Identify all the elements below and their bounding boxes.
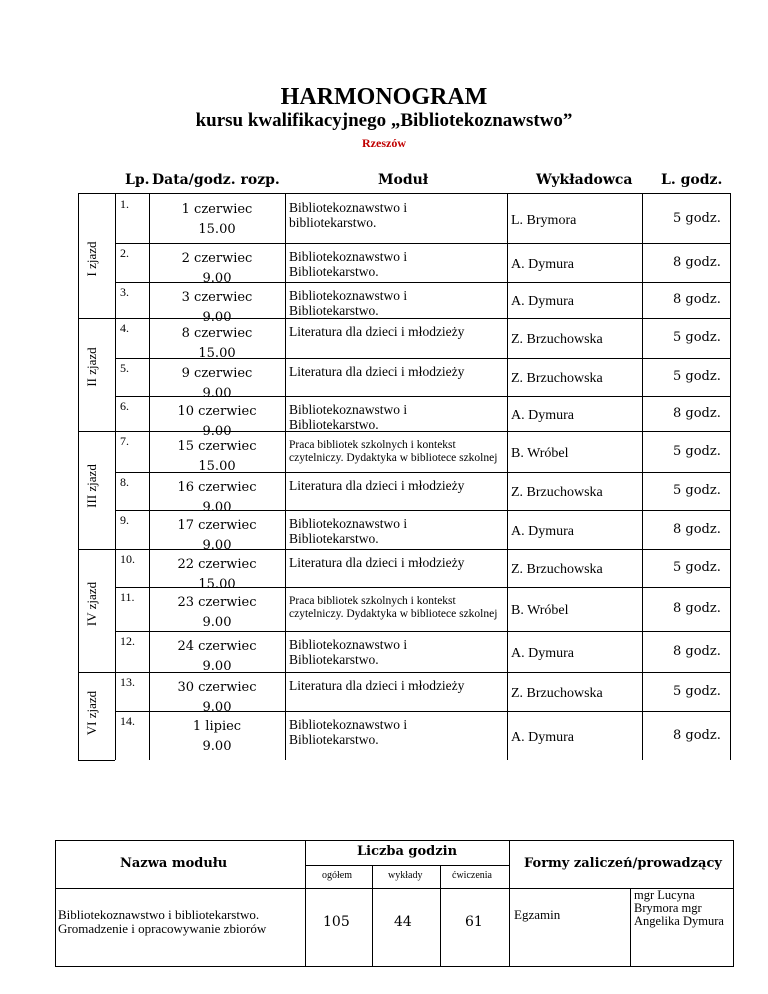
summary-header-module: Nazwa modułu: [120, 856, 228, 871]
row-date: 8 czerwiec: [181, 326, 253, 341]
row-lecturer: Z. Brzuchowska: [511, 562, 603, 577]
row-time: 15.00: [198, 222, 236, 237]
row-time: 15.00: [198, 577, 236, 592]
row-date: 1 lipiec: [192, 719, 242, 734]
row-module: Literatura dla dzieci i młodzieży: [289, 364, 465, 379]
row-module: Literatura dla dzieci i młodzieży: [289, 324, 465, 339]
row-module: Praca bibliotek szkolnych i kontekst czytelniczy. Dydaktyka w bibliotece szkolnej: [289, 595, 498, 620]
row-lp: 5.: [120, 361, 129, 375]
row-module: Bibliotekoznawstwo i Bibliotekarstwo.: [289, 717, 408, 747]
row-time: 9.00: [202, 424, 232, 439]
row-module: Literatura dla dzieci i młodzieży: [289, 555, 465, 570]
row-date: 30 czerwiec: [177, 680, 257, 695]
row-hours: 5 godz.: [673, 443, 721, 459]
row-hours: 5 godz.: [673, 483, 721, 498]
row-lp: 4.: [120, 321, 129, 335]
row-lecturer: A. Dymura: [511, 294, 574, 309]
row-hours: 8 godz.: [673, 405, 721, 421]
row-module: Bibliotekoznawstwo i bibliotekarstwo.: [289, 200, 408, 230]
row-lp: 10.: [120, 552, 135, 566]
page-title: HARMONOGRAM: [280, 84, 488, 110]
zjazd-label: II zjazd: [84, 347, 99, 387]
row-hours: 8 godz.: [673, 521, 721, 537]
row-lp: 13.: [120, 675, 135, 689]
summary-header-total: ogółem: [322, 870, 352, 881]
row-date: 2 czerwiec: [181, 251, 253, 266]
summary-module-name: Bibliotekoznawstwo i bibliotekarstwo. Gromadzenie i opracowywanie zbiorów: [58, 907, 267, 936]
header-hours: L. godz.: [661, 172, 723, 188]
row-time: 9.00: [202, 739, 232, 754]
row-lecturer: A. Dymura: [511, 407, 574, 423]
row-date: 24 czerwiec: [177, 639, 257, 654]
summary-lecturers: mgr Lucyna Brymora mgr Angelika Dymura: [634, 888, 724, 928]
zjazd-label: IV zjazd: [84, 581, 99, 627]
header-lp: Lp.: [125, 172, 150, 188]
page-subtitle: kursu kwalifikacyjnego „Bibliotekoznawstwo”: [195, 110, 573, 131]
row-time: 15.00: [198, 346, 236, 361]
row-lp: 1.: [120, 197, 129, 211]
row-module: Literatura dla dzieci i młodzieży: [289, 478, 465, 493]
row-time: 9.00: [202, 271, 232, 286]
summary-form: Egzamin: [514, 907, 561, 922]
row-time: 9.00: [202, 500, 232, 515]
row-lecturer: A. Dymura: [511, 523, 574, 539]
row-hours: 8 godz.: [673, 727, 721, 743]
summary-header-lectures: wykłady: [388, 870, 423, 881]
row-date: 9 czerwiec: [181, 366, 253, 381]
row-time: 9.00: [202, 659, 232, 674]
row-hours: 8 godz.: [673, 254, 721, 270]
row-date: 10 czerwiec: [177, 404, 257, 419]
row-date: 1 czerwiec: [181, 202, 253, 217]
city-label: Rzeszów: [362, 136, 406, 150]
row-lp: 12.: [120, 634, 135, 648]
row-lecturer: Z. Brzuchowska: [511, 332, 603, 347]
zjazd-label: VI zjazd: [84, 690, 99, 736]
summary-header-exercises: ćwiczenia: [452, 870, 492, 881]
zjazd-label: I zjazd: [84, 241, 99, 277]
row-time: 9.00: [202, 615, 232, 630]
row-lecturer: A. Dymura: [511, 729, 574, 745]
summary-lectures: 44: [394, 914, 412, 930]
summary-header-hours: Liczba godzin: [357, 844, 458, 859]
summary-exercises: 61: [465, 914, 483, 930]
row-date: 17 czerwiec: [177, 518, 257, 533]
header-module: Moduł: [378, 172, 429, 188]
row-lp: 11.: [120, 590, 135, 604]
row-hours: 5 godz.: [673, 330, 721, 345]
row-module: Bibliotekoznawstwo i Bibliotekarstwo.: [289, 516, 408, 546]
row-lecturer: A. Dymura: [511, 645, 574, 661]
row-lecturer: Z. Brzuchowska: [511, 685, 603, 701]
row-lp: 6.: [120, 399, 129, 413]
row-lp: 3.: [120, 285, 129, 299]
row-hours: 5 godz.: [673, 369, 721, 384]
row-lecturer: B. Wróbel: [511, 445, 569, 461]
row-time: 15.00: [198, 459, 236, 474]
row-module: Literatura dla dzieci i młodzieży: [289, 678, 465, 693]
row-lecturer: B. Wróbel: [511, 603, 569, 618]
row-hours: 5 godz.: [673, 210, 721, 226]
row-date: 16 czerwiec: [177, 480, 257, 495]
row-lecturer: Z. Brzuchowska: [511, 371, 603, 386]
row-hours: 8 godz.: [673, 292, 721, 307]
row-module: Bibliotekoznawstwo i Bibliotekarstwo.: [289, 402, 408, 432]
row-date: 22 czerwiec: [177, 557, 257, 572]
row-lp: 14.: [120, 714, 135, 728]
row-module: Bibliotekoznawstwo i Bibliotekarstwo.: [289, 249, 408, 279]
row-hours: 8 godz.: [673, 601, 721, 616]
row-hours: 5 godz.: [673, 683, 721, 699]
row-date: 23 czerwiec: [177, 595, 257, 610]
header-lecturer: Wykładowca: [536, 172, 633, 188]
summary-total: 105: [323, 914, 350, 930]
row-date: 15 czerwiec: [177, 439, 257, 454]
row-lp: 2.: [120, 246, 129, 260]
row-hours: 5 godz.: [673, 560, 721, 575]
row-lecturer: Z. Brzuchowska: [511, 485, 603, 500]
row-hours: 8 godz.: [673, 643, 721, 659]
row-lecturer: L. Brymora: [511, 212, 577, 228]
row-time: 9.00: [202, 700, 232, 715]
row-lp: 9.: [120, 513, 129, 527]
row-time: 9.00: [202, 538, 232, 553]
row-module: Bibliotekoznawstwo i Bibliotekarstwo.: [289, 288, 408, 318]
row-time: 9.00: [202, 310, 232, 325]
row-lecturer: A. Dymura: [511, 256, 574, 272]
summary-header-forms: Formy zaliczeń/prowadzący: [524, 856, 722, 871]
row-module: Bibliotekoznawstwo i Bibliotekarstwo.: [289, 637, 408, 667]
row-date: 3 czerwiec: [181, 290, 253, 305]
row-module: Praca bibliotek szkolnych i kontekst czytelniczy. Dydaktyka w bibliotece szkolnej: [289, 439, 498, 464]
zjazd-label: III zjazd: [84, 464, 99, 508]
header-date: Data/godz. rozp.: [152, 172, 280, 188]
row-time: 9.00: [202, 386, 232, 401]
row-lp: 8.: [120, 475, 129, 489]
row-lp: 7.: [120, 434, 129, 448]
